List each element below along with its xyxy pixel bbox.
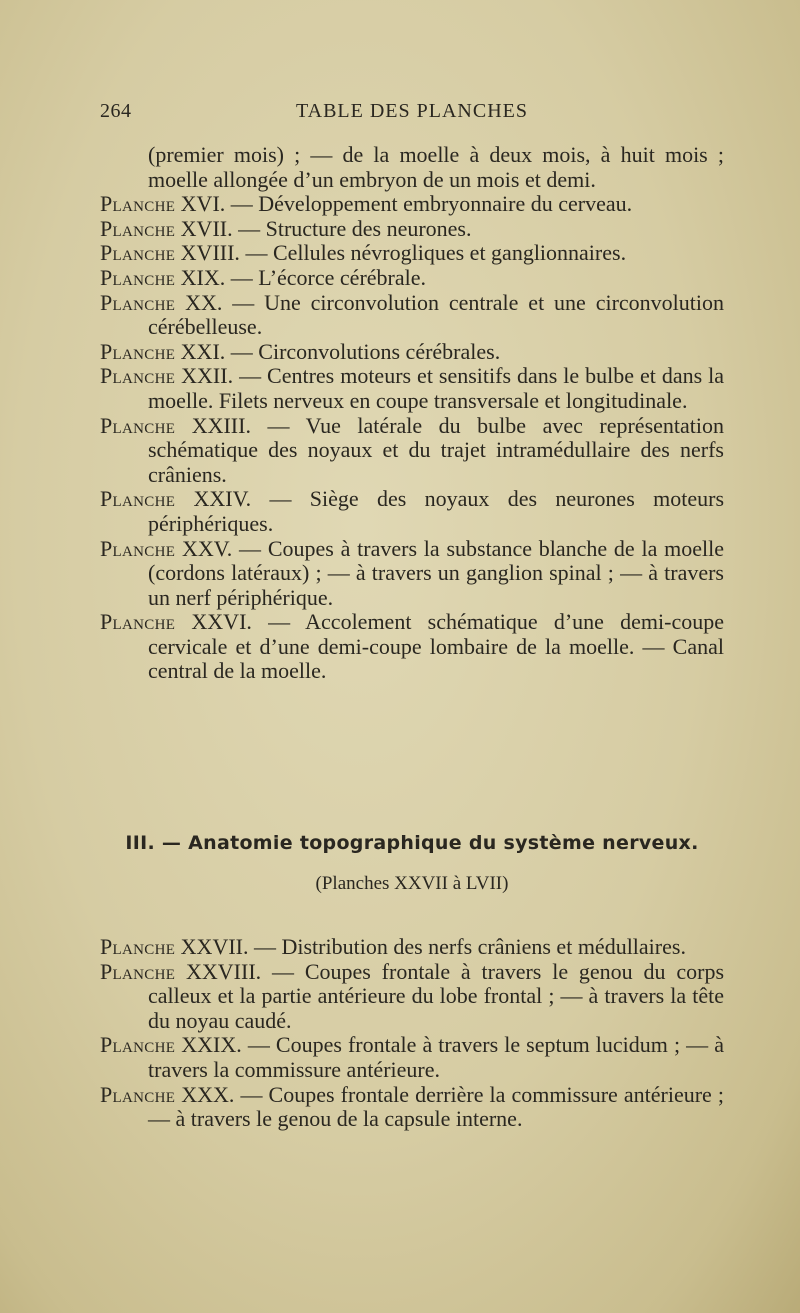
- plate-entry: [100, 1083, 724, 1132]
- plate-entry: [100, 291, 724, 340]
- plate-entry: [100, 960, 724, 1034]
- plate-number: XVIII.: [180, 240, 240, 266]
- plate-entry: [100, 241, 724, 266]
- plate-number: XXIV.: [193, 486, 252, 512]
- continuation-text: (premier mois) ; — de la moelle à deux mois, à huit mois ; moelle allongée d’un embryon de un mois et demi.: [148, 142, 724, 192]
- plate-entry: [100, 340, 724, 365]
- plate-description: — Développement embryonnaire du cerveau.: [225, 191, 633, 217]
- plates-list-a: [100, 143, 724, 684]
- plate-description: — L’écorce cérébrale.: [225, 264, 426, 290]
- plate-label: Planche: [100, 191, 176, 217]
- plate-label: Planche: [100, 412, 176, 438]
- plate-description: — Coupes frontale derrière la commissure antérieure ; — à travers le genou de la capsule interne.: [148, 1081, 725, 1132]
- plate-label: Planche: [100, 264, 176, 290]
- plates-list-b: [100, 935, 724, 1132]
- plate-label: Planche: [100, 215, 176, 241]
- plate-label: Planche: [100, 289, 176, 315]
- plate-number: XIX.: [180, 264, 226, 290]
- plate-number: XX.: [185, 289, 223, 315]
- page-number: 264: [100, 100, 132, 122]
- plate-description: — Structure des neurones.: [232, 215, 472, 241]
- plate-description: — Accolement schématique d’une demi-coupe cervicale et d’une demi-coupe lombaire de la moelle. — Canal central de la moelle.: [148, 609, 725, 684]
- plate-entry: [100, 364, 724, 413]
- plate-description: — Vue latérale du bulbe avec représentation schématique des noyaux et du trajet intramédullaire des nerfs crâniens.: [148, 412, 724, 487]
- plate-number: XXI.: [180, 338, 226, 364]
- plate-description: — Coupes frontale à travers le septum lucidum ; — à travers la commissure antérieure.: [148, 1032, 724, 1082]
- plate-entry: [100, 610, 724, 684]
- page-title: TABLE DES PLANCHES: [296, 100, 528, 122]
- section-subheading: (Planches XXVII à LVII): [315, 873, 509, 894]
- plate-entry: [100, 1033, 724, 1082]
- plate-entry: [100, 217, 724, 242]
- plate-label: Planche: [100, 240, 176, 266]
- plate-description: — Une circonvolution centrale et une circonvolution cérébelleuse.: [148, 289, 725, 340]
- section-heading: III. — Anatomie topographique du système nerveux.: [125, 832, 699, 854]
- plate-entry: [100, 487, 724, 536]
- plate-description: — Siège des noyaux des neurones moteurs périphériques.: [148, 486, 724, 536]
- plate-label: Planche: [100, 535, 176, 561]
- plate-entry: [100, 266, 724, 291]
- plate-entry: [100, 414, 724, 488]
- running-header: [100, 100, 724, 130]
- plate-description: — Cellules névrogliques et ganglionnaires.: [239, 240, 627, 266]
- plate-description: — Coupes frontale à travers le genou du corps calleux et la partie antérieure du lobe frontal ; — à travers la tête du noyau caudé.: [148, 958, 725, 1033]
- plate-number: XVII.: [180, 215, 233, 241]
- plate-entries-b: [100, 935, 724, 1132]
- plate-entry: [100, 537, 724, 611]
- plate-number: XXII.: [181, 363, 234, 389]
- plate-entry: [100, 192, 724, 217]
- plate-number: XXVI.: [191, 609, 252, 635]
- plate-description: — Circonvolutions cérébrales.: [225, 338, 501, 364]
- plate-description: — Centres moteurs et sensitifs dans le bulbe et dans la moelle. Filets nerveux en coupe transversale et longitudinale.: [148, 363, 725, 413]
- plate-number: XXIII.: [191, 412, 251, 438]
- plate-number: XXV.: [181, 535, 233, 561]
- plate-label: Planche: [100, 486, 176, 512]
- plate-label: Planche: [100, 958, 176, 984]
- plate-label: Planche: [100, 338, 176, 364]
- plate-label: Planche: [100, 609, 176, 635]
- plate-label: Planche: [100, 1081, 176, 1107]
- plate-description: — Coupes à travers la substance blanche de la moelle (cordons latéraux) ; — à travers un ganglion spinal ; — à travers un nerf périphérique.: [148, 535, 724, 610]
- plate-number: XXVIII.: [186, 958, 262, 984]
- plate-description: — Distribution des nerfs crâniens et médullaires.: [248, 934, 686, 959]
- plate-label: Planche: [100, 363, 176, 389]
- plate-entry: [100, 935, 724, 960]
- plate-number: XXIX.: [181, 1032, 242, 1058]
- plate-number: XXVII.: [180, 934, 249, 959]
- plate-number: XVI.: [180, 191, 226, 217]
- plate-entries-a: [100, 192, 724, 684]
- plate-label: Planche: [100, 1032, 176, 1058]
- plate-number: XXX.: [181, 1081, 235, 1107]
- plate-label: Planche: [100, 934, 176, 959]
